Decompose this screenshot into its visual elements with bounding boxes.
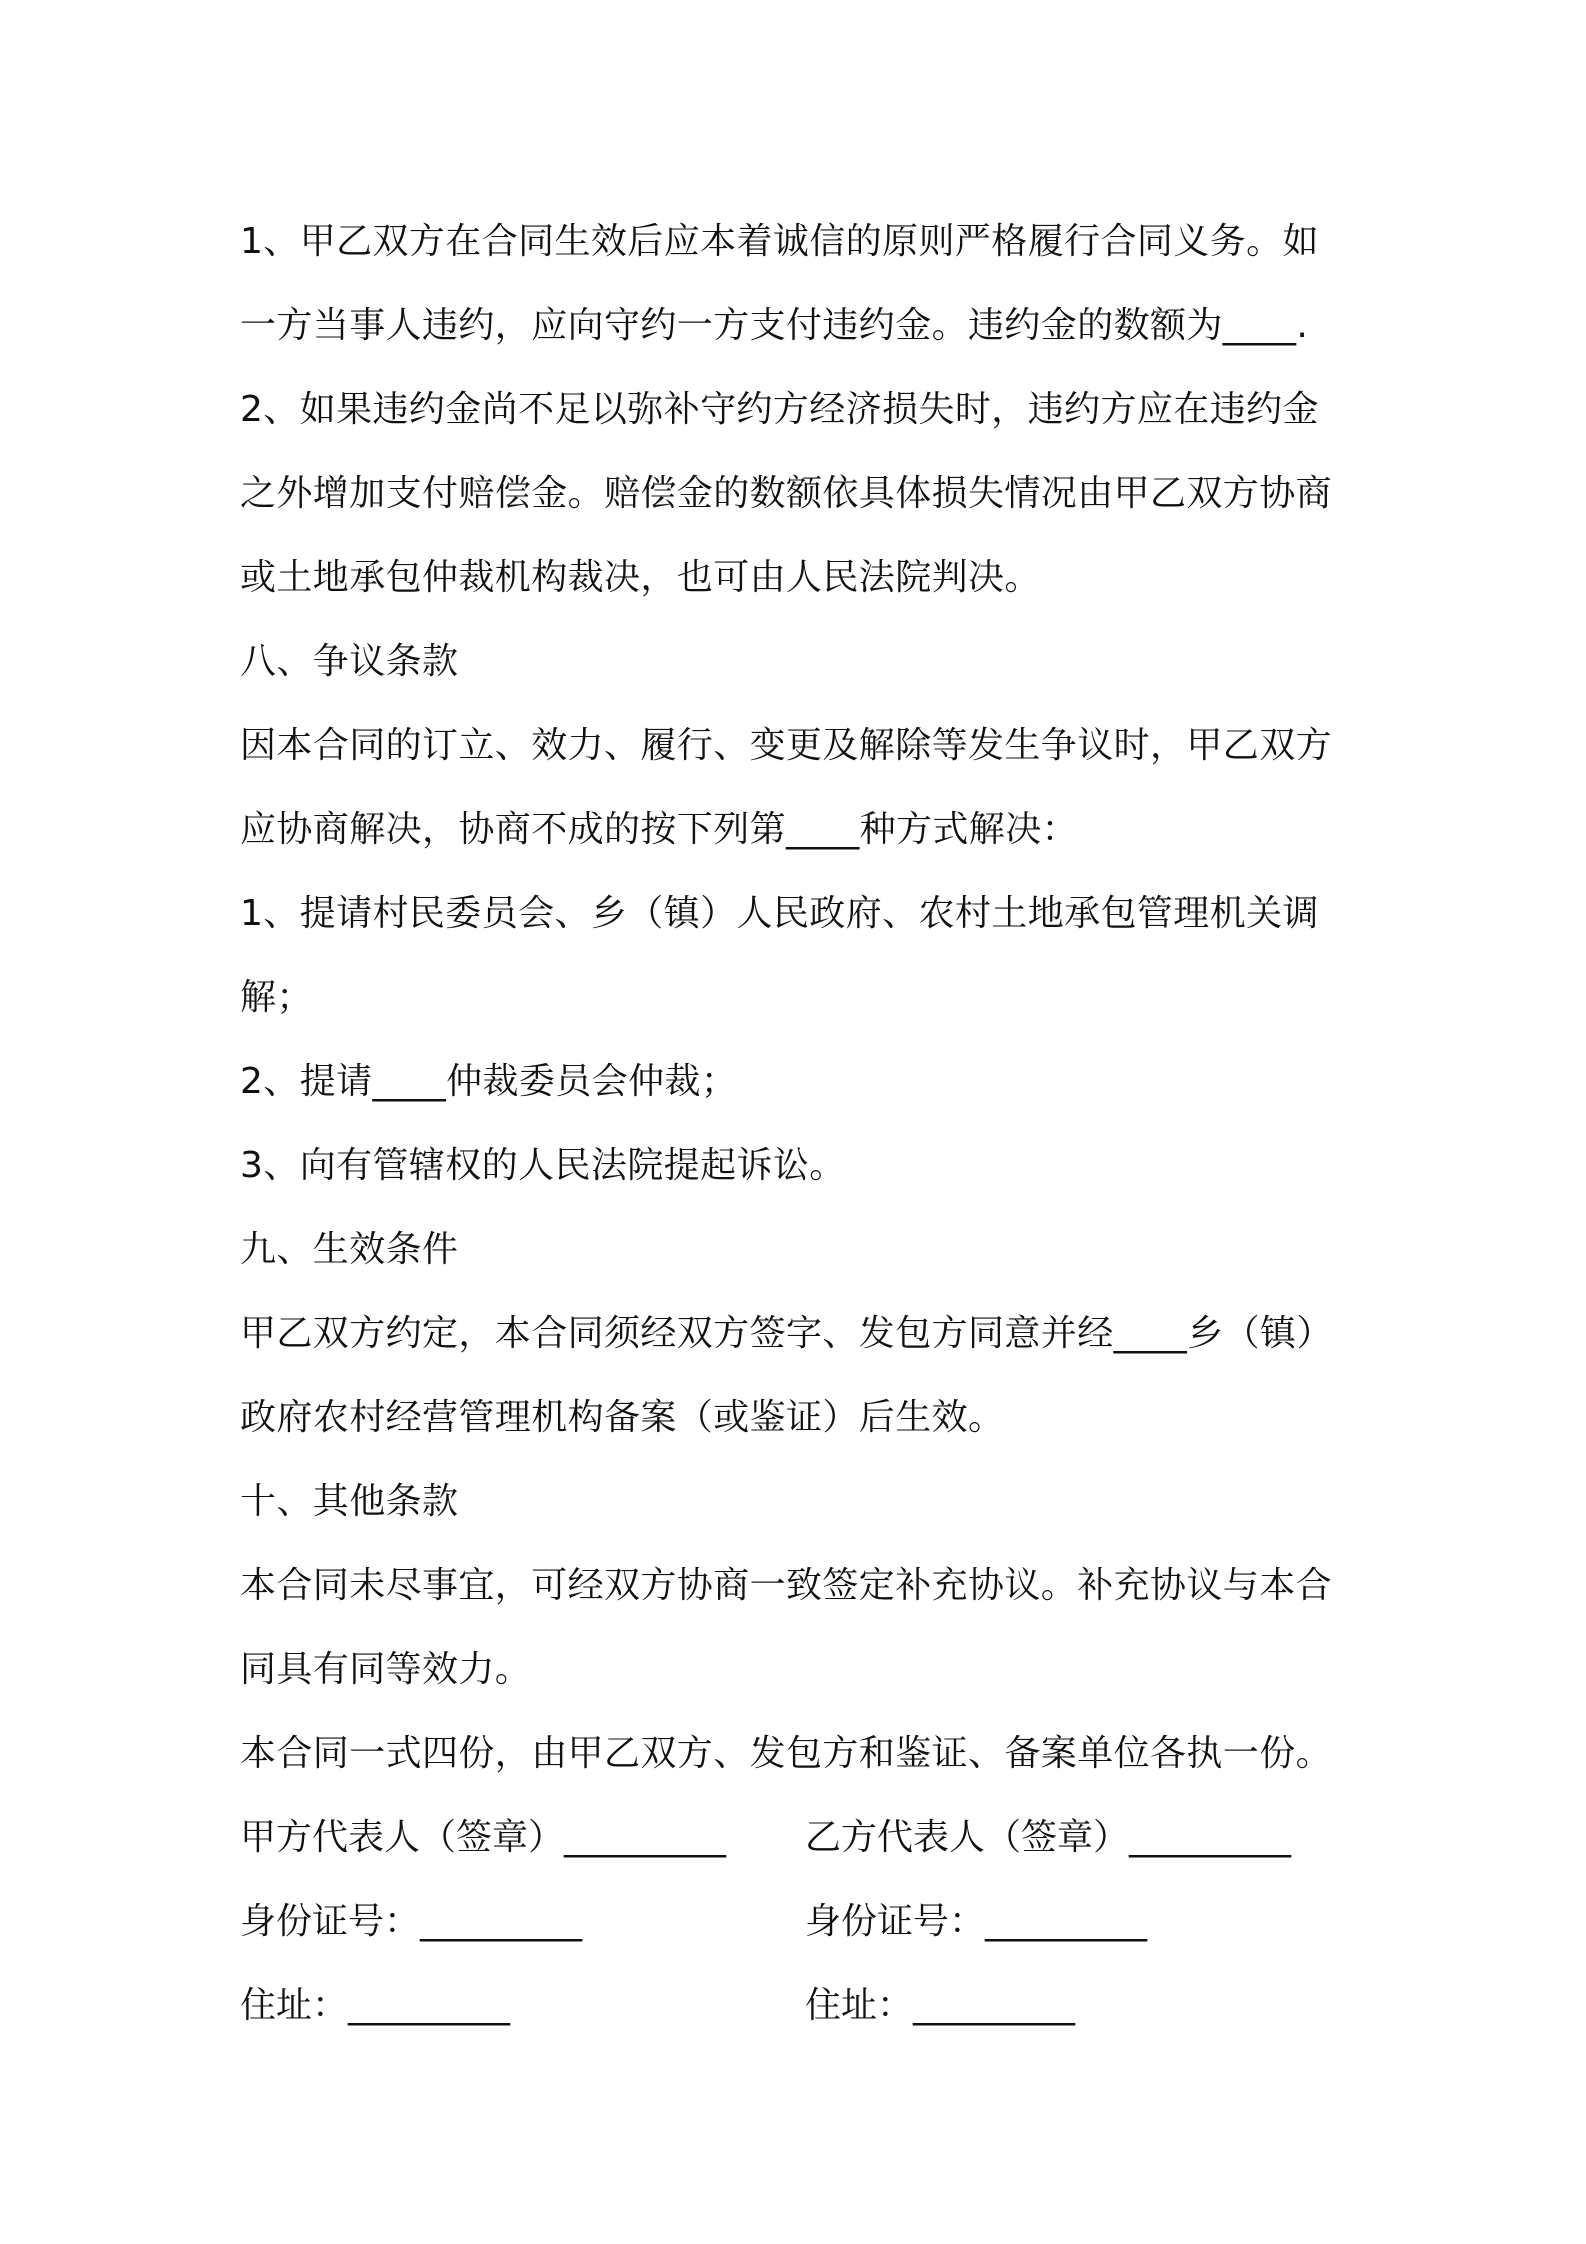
- signature-row-id-number: [240, 1880, 1360, 1964]
- party-a-id-number: 身份证号：_________: [240, 1901, 583, 1942]
- paragraph-line: 2、提请____仲裁委员会仲裁；: [240, 1061, 738, 1102]
- paragraph-line: 同具有同等效力。: [240, 1649, 532, 1690]
- party-b-address: 住址：_________: [805, 1985, 1076, 2026]
- party-a-representative: 甲方代表人（签章）_________: [240, 1817, 727, 1858]
- paragraph-line: 甲乙双方约定，本合同须经双方签字、发包方同意并经____乡（镇）: [240, 1313, 1333, 1354]
- paragraph-line: 1、提请村民委员会、乡（镇）人民政府、农村土地承包管理机关调: [240, 893, 1319, 934]
- party-b-id-number: 身份证号：_________: [805, 1901, 1148, 1942]
- party-a-address: 住址：_________: [240, 1985, 511, 2026]
- section-heading: 八、争议条款: [240, 641, 459, 682]
- paragraph-line: 或土地承包仲裁机构裁决，也可由人民法院判决。: [240, 557, 1041, 598]
- paragraph-line: 1、甲乙双方在合同生效后应本着诚信的原则严格履行合同义务。如: [240, 221, 1319, 262]
- paragraph-line: 3、向有管辖权的人民法院提起诉讼。: [240, 1145, 846, 1186]
- section-heading: 十、其他条款: [240, 1481, 459, 1522]
- party-b-representative: 乙方代表人（签章）_________: [805, 1817, 1292, 1858]
- paragraph-line: 本合同一式四份，由甲乙双方、发包方和鉴证、备案单位各执一份。: [240, 1733, 1333, 1774]
- paragraph-line: 2、如果违约金尚不足以弥补守约方经济损失时，违约方应在违约金: [240, 389, 1319, 430]
- paragraph-line: 因本合同的订立、效力、履行、变更及解除等发生争议时，甲乙双方: [240, 725, 1333, 766]
- paragraph-line: 政府农村经营管理机构备案（或鉴证）后生效。: [240, 1397, 1005, 1438]
- section-heading: 九、生效条件: [240, 1229, 459, 1270]
- paragraph-line: 之外增加支付赔偿金。赔偿金的数额依具体损失情况由甲乙双方协商: [240, 473, 1333, 514]
- paragraph-line: 应协商解决，协商不成的按下列第____种方式解决：: [240, 809, 1079, 850]
- paragraph-line: 本合同未尽事宜，可经双方协商一致签定补充协议。补充协议与本合: [240, 1565, 1333, 1606]
- signature-row-address: [240, 1964, 1360, 2048]
- paragraph-line: 解；: [240, 977, 313, 1018]
- signature-row-representative: [240, 1796, 1360, 1880]
- paragraph-line: 一方当事人违约，应向守约一方支付违约金。违约金的数额为____.: [240, 305, 1309, 346]
- contract-text: [240, 200, 1360, 2048]
